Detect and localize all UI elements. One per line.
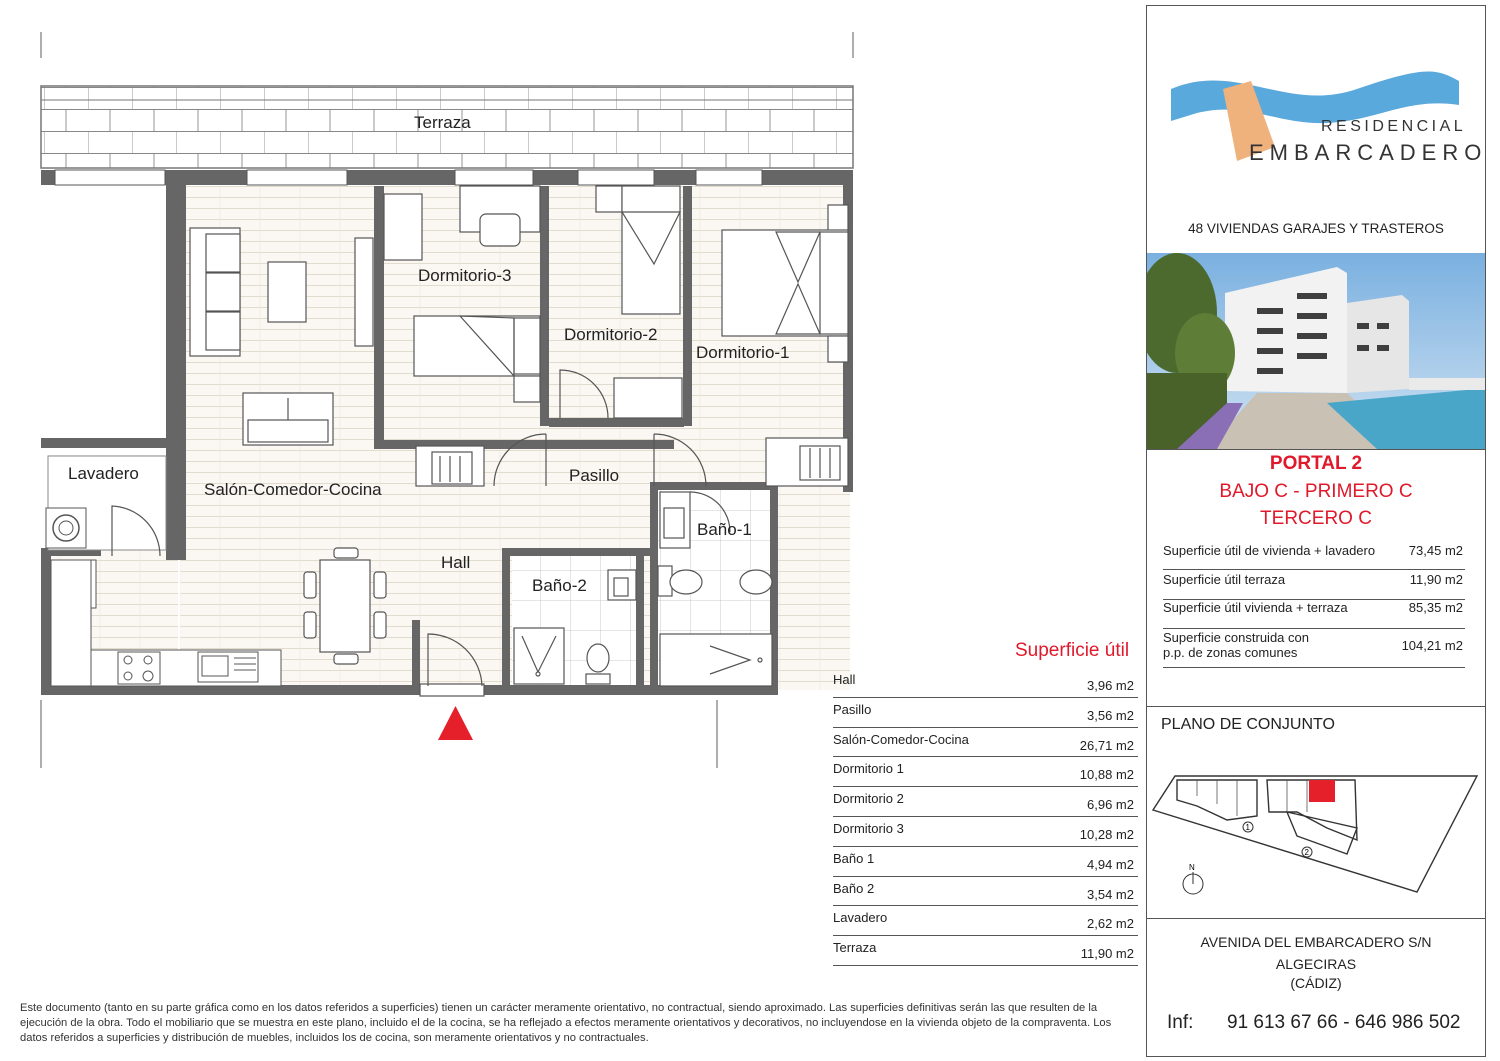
row-value: 26,71 m2 xyxy=(1079,737,1134,753)
table-row xyxy=(833,698,1138,728)
room-label-dormitorio-1: Dormitorio-1 xyxy=(696,343,790,362)
row-value: 3,96 m2 xyxy=(1087,678,1134,693)
superficie-util-title: Superficie útil xyxy=(1015,640,1130,661)
room-label-bano-1: Baño-1 xyxy=(697,520,752,539)
info-panel xyxy=(1146,5,1486,1057)
row-value: 11,90 m2 xyxy=(1080,946,1134,962)
spec-value: 73,45 m2 xyxy=(1408,543,1463,558)
spec-row xyxy=(1163,600,1465,629)
row-name: Lavadero xyxy=(833,910,888,926)
table-row xyxy=(833,877,1138,907)
row-value: 3,54 m2 xyxy=(1087,886,1134,902)
brand-residencial: RESIDENCIAL xyxy=(1321,118,1467,135)
brand-embarcadero: EMBARCADERO xyxy=(1249,140,1488,165)
row-name: Dormitorio 3 xyxy=(833,820,904,836)
room-label-dormitorio-2: Dormitorio-2 xyxy=(564,325,658,344)
room-label-terraza: Terraza xyxy=(414,113,471,132)
coffee-table xyxy=(268,262,306,322)
room-label-hall: Hall xyxy=(441,553,471,572)
highlighted-unit-location xyxy=(1309,780,1335,802)
row-name: Baño 2 xyxy=(833,880,875,896)
row-value: 10,28 m2 xyxy=(1079,826,1134,842)
legal-disclaimer: Este documento (tanto en su parte gráfica como en los datos referidos a superficies) tienen un carácter meramente orientativo, no contractual, siendo aproximado. Las superficies definitivas serán las que resulten de la ejecución de la obra. Todo el mobiliario que se muestra en este plano, incluido el de la cocina, se ha reflejado a efectos meramente orientativos y decorativos, no incluyendose en la vivienda objeto de la compraventa. Los datos referidos a superficies y distribución de muebles, incluidos los de cocina, son meramente orientativos y no contractuales. xyxy=(20,1002,1112,1044)
table-row xyxy=(833,787,1138,817)
row-value: 10,88 m2 xyxy=(1079,767,1134,783)
spec-name: Superficie útil terraza xyxy=(1163,572,1286,587)
portal-title: PORTAL 2 xyxy=(1269,453,1363,474)
room-label-dormitorio-3: Dormitorio-3 xyxy=(418,266,512,285)
address-line-2: ALGECIRAS xyxy=(1275,956,1357,972)
table-row xyxy=(833,847,1138,877)
building-render-image xyxy=(1147,253,1485,449)
row-name: Baño 1 xyxy=(833,850,875,866)
info-label: Inf: xyxy=(1167,1012,1194,1033)
spec-name: Superficie útil de vivienda + lavadero xyxy=(1163,543,1376,558)
row-value: 2,62 m2 xyxy=(1087,916,1134,932)
block-1-marker: 1 xyxy=(1245,823,1250,832)
spec-value: 11,90 m2 xyxy=(1409,572,1463,587)
spec-name: Superficie construida con xyxy=(1163,630,1309,645)
site-plan-map xyxy=(1147,766,1487,906)
phone-numbers: 91 613 67 66 - 646 986 502 xyxy=(1227,1012,1461,1033)
address-line-3: (CÁDIZ) xyxy=(1290,975,1342,991)
row-name: Dormitorio 1 xyxy=(833,761,904,777)
room-label-salon: Salón-Comedor-Cocina xyxy=(204,480,382,499)
entrance-arrow-icon xyxy=(438,706,473,740)
sofa-icon xyxy=(190,228,240,356)
floors-line-2: TERCERO C xyxy=(1260,508,1372,529)
spec-row xyxy=(1163,571,1465,600)
room-label-pasillo: Pasillo xyxy=(569,466,620,485)
surface-table xyxy=(833,668,1138,966)
development-subtitle: 48 VIVIENDAS GARAJES Y TRASTEROS xyxy=(1188,221,1444,236)
spec-value: 104,21 m2 xyxy=(1401,638,1463,653)
room-label-bano-2: Baño-2 xyxy=(532,576,587,595)
spec-value: 85,35 m2 xyxy=(1408,600,1463,615)
spec-row xyxy=(1163,628,1465,668)
spec-name-2: p.p. de zonas comunes xyxy=(1163,645,1298,660)
floor-plan xyxy=(0,0,880,800)
row-value: 3,56 m2 xyxy=(1087,707,1134,723)
row-value: 4,94 m2 xyxy=(1087,856,1134,872)
row-name: Terraza xyxy=(833,940,877,956)
floors-line-1: BAJO C - PRIMERO C xyxy=(1219,481,1413,502)
tv-unit xyxy=(355,238,373,346)
block-2-marker: 2 xyxy=(1304,848,1309,857)
table-row xyxy=(833,668,1138,698)
plano-conjunto-title: PLANO DE CONJUNTO xyxy=(1161,716,1335,733)
spec-name: Superficie útil vivienda + terraza xyxy=(1163,600,1348,615)
armchair-icon xyxy=(243,393,333,445)
table-row xyxy=(833,728,1138,758)
row-name: Dormitorio 2 xyxy=(833,791,904,807)
row-name: Hall xyxy=(833,672,856,687)
row-name: Pasillo xyxy=(833,701,872,717)
room-label-lavadero: Lavadero xyxy=(68,464,139,483)
table-row xyxy=(833,817,1138,847)
address-line-1: AVENIDA DEL EMBARCADERO S/N xyxy=(1200,934,1432,950)
row-name: Salón-Comedor-Cocina xyxy=(833,731,969,747)
table-row xyxy=(833,906,1138,936)
row-value: 6,96 m2 xyxy=(1087,797,1134,813)
spec-row xyxy=(1163,541,1465,570)
table-row xyxy=(833,757,1138,787)
north-label: N xyxy=(1189,863,1195,872)
table-row xyxy=(833,936,1138,966)
